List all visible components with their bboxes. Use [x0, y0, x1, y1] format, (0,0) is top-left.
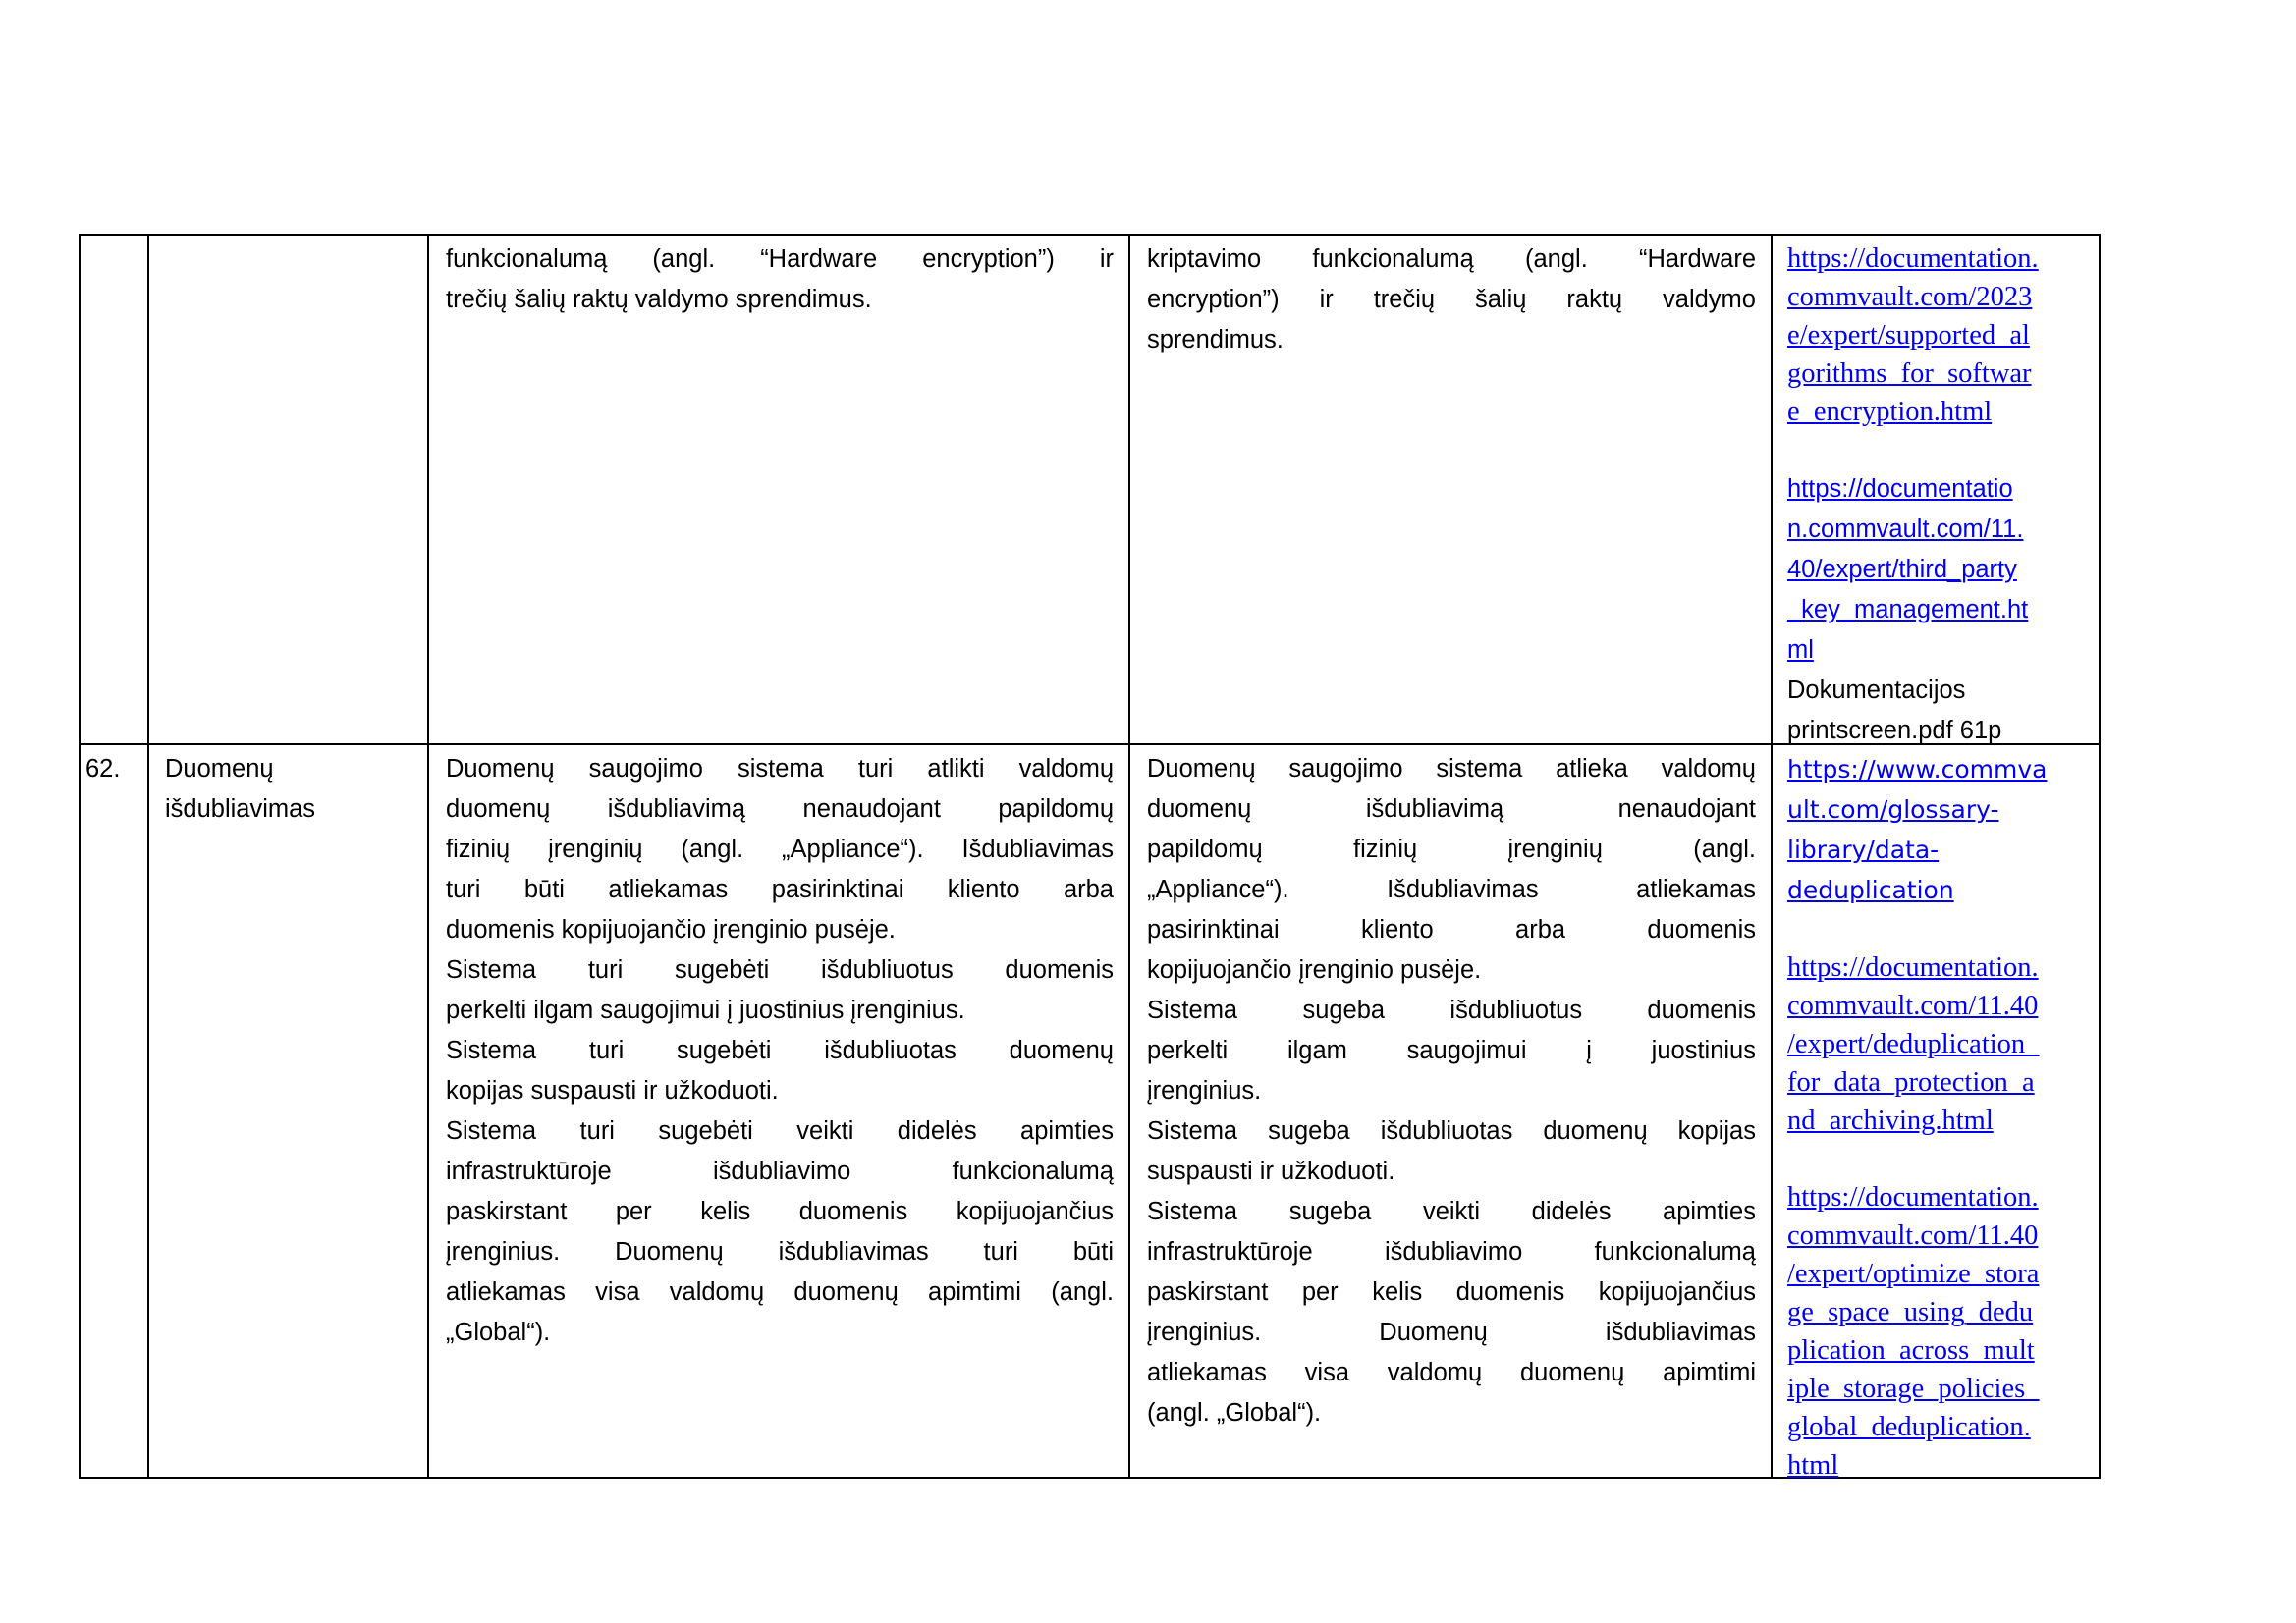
link-line: commvault.com/11.40 — [1787, 1220, 2039, 1251]
paragraph — [446, 749, 1114, 950]
text-line: Sistema sugeba veikti didelės apimties — [1147, 1198, 1756, 1225]
link-line: https://www.commva — [1787, 755, 2048, 784]
offer-cell — [1147, 749, 1756, 1434]
paragraph — [1147, 1111, 1756, 1192]
text-line: kopijuojančio įrenginio pusėje. — [1147, 956, 1482, 984]
link-line: commvault.com/11.40 — [1787, 991, 2039, 1021]
link-line: https://documentation. — [1787, 243, 2039, 274]
paragraph — [1147, 240, 1756, 360]
column-divider — [1128, 236, 1130, 1477]
text-line: fizinių įrenginių (angl. „Appliance“). Išdubliavimas — [446, 836, 1114, 863]
reference-link[interactable] — [1787, 240, 2082, 431]
link-line: html — [1787, 1450, 1839, 1481]
feature-name-line: Duomenų — [165, 755, 274, 783]
reference-note: Dokumentacijos — [1787, 676, 1966, 704]
paragraph — [446, 240, 1114, 320]
requirement-cell — [446, 749, 1114, 1353]
link-line: _key_management.ht — [1787, 596, 2029, 623]
paragraph — [446, 1031, 1114, 1111]
text-line: Sistema turi sugebėti išdubliuotus duomenis — [446, 956, 1114, 984]
text-line: perkelti ilgam saugojimui į juostinius — [1147, 1037, 1756, 1064]
text-line: duomenų išdubliavimą nenaudojant papildomų — [446, 795, 1114, 823]
row-number — [85, 749, 144, 789]
feature-name-line: išdubliavimas — [165, 795, 316, 823]
text-line: (angl. „Global“). — [1147, 1399, 1322, 1427]
link-line: n.commvault.com/11. — [1787, 515, 2024, 543]
text-line: duomenų išdubliavimą nenaudojant — [1147, 795, 1756, 823]
link-line: https://documentatio — [1787, 475, 2013, 503]
text-line: turi būti atliekamas pasirinktinai kliento arba — [446, 876, 1114, 903]
column-divider — [427, 236, 429, 1477]
link-line: library/data- — [1787, 836, 1940, 864]
text-line: įrenginius. Duomenų išdubliavimas — [1147, 1319, 1756, 1346]
text-line: infrastruktūroje išdubliavimo funkcionalumą — [1147, 1238, 1756, 1266]
offer-cell — [1147, 240, 1756, 360]
reference-link[interactable] — [1787, 948, 2082, 1140]
link-line: nd_archiving.html — [1787, 1106, 1994, 1136]
paragraph — [1147, 1192, 1756, 1434]
text-line: kopijas suspausti ir užkoduoti. — [446, 1077, 779, 1105]
link-line: global_deduplication. — [1787, 1412, 2031, 1442]
text-line: papildomų fizinių įrenginių (angl. — [1147, 836, 1756, 863]
reference-note: printscreen.pdf 61p — [1787, 717, 2002, 744]
link-line: /expert/optimize_stora — [1787, 1259, 2040, 1289]
text-line: duomenis kopijuojančio įrenginio pusėje. — [446, 916, 896, 944]
text-line: atliekamas visa valdomų duomenų apimtimi — [1147, 1359, 1756, 1386]
text-line: įrenginius. — [1147, 1077, 1262, 1105]
text-line: „Global“). — [446, 1319, 551, 1346]
link-line: e/expert/supported_al — [1787, 320, 2030, 351]
text-line: Sistema sugeba išdubliuotas duomenų kopijas — [1147, 1117, 1756, 1145]
spacer — [1787, 431, 2082, 469]
link-line: iple_storage_policies_ — [1787, 1374, 2040, 1404]
text-line: Sistema sugeba išdubliuotus duomenis — [1147, 997, 1756, 1024]
link-line: for_data_protection_a — [1787, 1067, 2035, 1098]
text-line: paskirstant per kelis duomenis kopijuojančius — [446, 1198, 1114, 1225]
spacer — [1787, 1140, 2082, 1178]
link-line: https://documentation. — [1787, 1182, 2039, 1213]
link-line: plication_across_mult — [1787, 1335, 2035, 1366]
text-line: Duomenų saugojimo sistema atlieka valdomų — [1147, 755, 1756, 783]
text-line: įrenginius. Duomenų išdubliavimas turi būti — [446, 1238, 1114, 1266]
requirements-table — [79, 234, 2101, 1479]
text-line: encryption”) ir trečių šalių raktų valdymo — [1147, 286, 1756, 313]
text-line: kriptavimo funkcionalumą (angl. “Hardware — [1147, 245, 1756, 273]
link-line: ult.com/glossary- — [1787, 795, 1999, 824]
link-line: ge_space_using_dedu — [1787, 1297, 2034, 1327]
text-line: atliekamas visa valdomų duomenų apimtimi (angl. — [446, 1278, 1114, 1306]
text-line: Sistema turi sugebėti išdubliuotas duomenų — [446, 1037, 1114, 1064]
text-line: Sistema turi sugebėti veikti didelės apimties — [446, 1117, 1114, 1145]
link-line: e_encryption.html — [1787, 397, 1993, 427]
requirement-cell — [446, 240, 1114, 320]
spacer — [1787, 910, 2082, 948]
link-line: /expert/deduplication_ — [1787, 1029, 2040, 1059]
paragraph — [446, 950, 1114, 1031]
column-divider — [147, 236, 149, 1477]
text-line: Duomenų saugojimo sistema turi atlikti valdomų — [446, 755, 1114, 783]
paragraph — [1147, 991, 1756, 1111]
text-line: perkelti ilgam saugojimui į juostinius įrenginius. — [446, 997, 965, 1024]
text-line: sprendimus. — [1147, 326, 1284, 353]
reference-cell — [1787, 240, 2082, 751]
text-line: funkcionalumą (angl. “Hardware encryption”) ir — [446, 245, 1114, 273]
row-number-text: 62. — [85, 755, 121, 783]
text-line: paskirstant per kelis duomenis kopijuojančius — [1147, 1278, 1756, 1306]
link-line: ml — [1787, 636, 1814, 664]
reference-link[interactable] — [1787, 1178, 2082, 1485]
link-line: 40/expert/third_party — [1787, 556, 2017, 583]
text-line: infrastruktūroje išdubliavimo funkcionalumą — [446, 1158, 1114, 1185]
column-divider — [1771, 236, 1773, 1477]
link-line: https://documentation. — [1787, 952, 2039, 983]
link-line: gorithms_for_softwar — [1787, 358, 2032, 389]
paragraph — [446, 1111, 1114, 1353]
text-line: pasirinktinai kliento arba duomenis — [1147, 916, 1756, 944]
link-line: deduplication — [1787, 876, 1954, 904]
text-line: trečių šalių raktų valdymo sprendimus. — [446, 286, 872, 313]
reference-link[interactable] — [1787, 469, 2082, 671]
feature-name-cell — [165, 749, 420, 830]
text-line: „Appliance“). Išdubliavimas atliekamas — [1147, 876, 1756, 903]
text-line: suspausti ir užkoduoti. — [1147, 1158, 1395, 1185]
link-line: commvault.com/2023 — [1787, 282, 2033, 312]
reference-link[interactable] — [1787, 749, 2082, 910]
reference-cell — [1787, 749, 2082, 1485]
paragraph — [1147, 749, 1756, 991]
